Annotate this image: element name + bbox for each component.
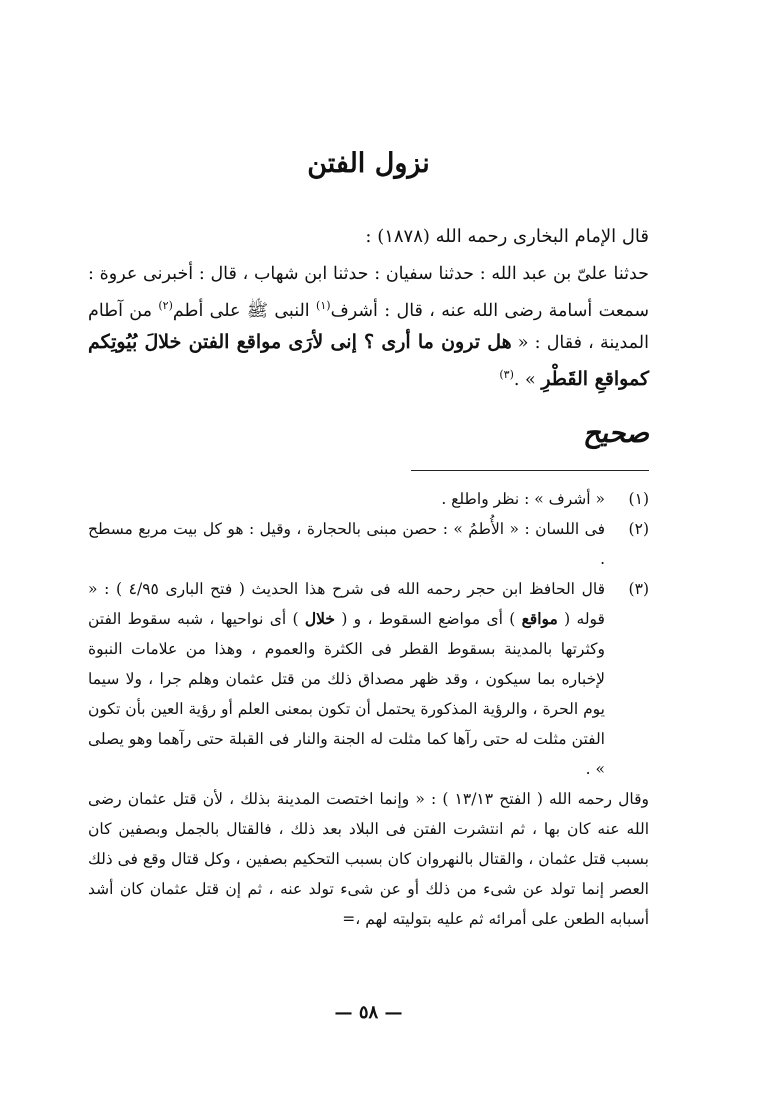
hadith-text: [88, 259, 649, 396]
chapter-title: نزول الفتن: [307, 148, 430, 179]
page-number: — ٥٨ —: [334, 1002, 403, 1023]
footnote-number: (٢): [628, 520, 649, 538]
footnote-divider: [411, 470, 649, 471]
footnote-number: (١): [628, 490, 649, 508]
footnote-3: [88, 574, 649, 784]
intro-line: قال الإمام البخارى رحمه الله (١٨٧٨) :: [365, 226, 649, 247]
page: [88, 0, 649, 1101]
footnote-ref-2[interactable]: (٢): [158, 299, 173, 312]
footnote-number: (٣): [628, 580, 649, 598]
footnote-1: [88, 484, 649, 514]
hadith-quote-close: » .: [513, 369, 536, 390]
footnote-bold-term: مواقع: [521, 609, 558, 628]
footnotes: [88, 484, 649, 934]
footnote-text-part: قال الحافظ ابن حجر رحمه الله فى شرح هذا الحديث ( فتح البارى ٤/٩٥ ) : « قوله (: [88, 580, 605, 628]
footnote-2: [88, 514, 649, 574]
footnote-continuation: وقال رحمه الله ( الفتح ١٣/١٣ ) : « وإنما اختصت المدينة بذلك ، لأن قتل عثمان رضى الله عنه كان بها ، ثم انتشرت الفتن فى البلاد بعد ذلك ، فالقتال بالجمل وبصفين كان بسبب قتل عثمان ، والقتال بالنهروان كان بسبب التحكيم بصفين ، وكل قتال وقع فى ذلك العصر إنما تولد عن شىء من ذلك أو عن شىء تولد عنه ، ثم إن قتل عثمان كان أشد أسبابه الطعن على أمرائه ثم عليه بتوليته لهم ،=: [88, 790, 649, 928]
footnote-ref-1[interactable]: (١): [316, 299, 331, 312]
footnote-text-part: ) أى نواحيها ، شبه سقوط الفتن وكثرتها بالمدينة بسقوط القطر فى الكثرة والعموم ، وهذا من علامات النبوة لإخباره بما سيكون ، وقد ظهر مصداق ذلك من قتل عثمان وهلم جرا ، ولا سيما يوم الحرة ، والرؤية المذكورة يحتمل أن تكون بمعنى العلم أو رؤية العين بأن تكون الفتن مثلت له حتى رآها كما مثلت له الجنة والنار فى القبلة حتى رآهما وهو يصلى » .: [88, 610, 605, 778]
hadith-chain-continued: النبى ﷺ على أطم: [172, 300, 310, 321]
hadith-grade: صحيح: [583, 418, 649, 449]
hadith-quote: هل ترون ما أرى ؟ إنى لأرَى مواقع الفتن خلالَ بُيُوتِكم كمواقعِ القَطْرِ: [88, 330, 649, 390]
footnote-text: [88, 574, 605, 784]
footnote-text-part: ) أى مواضع السقوط ، و (: [341, 610, 516, 628]
footnote-ref-3[interactable]: (٣): [499, 367, 514, 381]
footnote-bold-term: خلال: [304, 609, 335, 628]
footnote-text: فى اللسان : « الأُطمُ » : حصن مبنى بالحجارة ، وقيل : هو كل بيت مربع مسطح .: [88, 520, 605, 568]
hadith-chain: حدثنا علىّ بن عبد الله : حدثنا سفيان : حدثنا ابن شهاب ، قال : أخبرنى عروة : سمعت أسامة رضى الله عنه ، قال : أشرف: [88, 264, 650, 321]
footnote-text: « أشرف » : نظر واطلع .: [441, 490, 605, 508]
hadith-chain-end: من آطام المدينة ، فقال : «: [88, 300, 649, 353]
